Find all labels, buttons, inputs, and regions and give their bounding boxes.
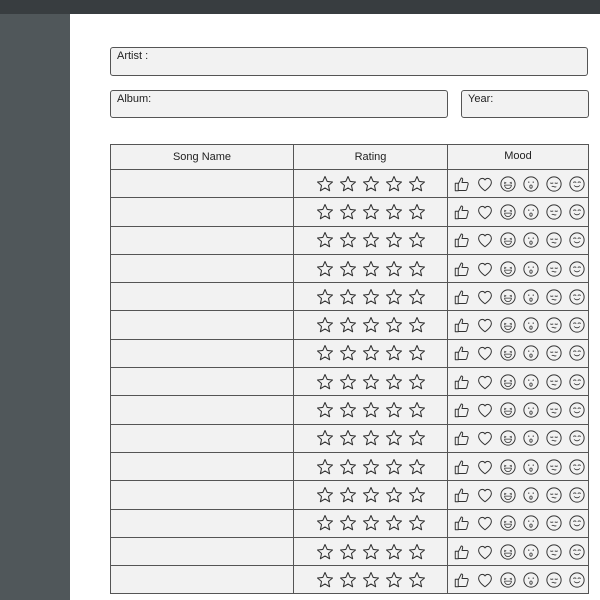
surprised-face-icon[interactable] (522, 571, 540, 589)
star-icon[interactable] (385, 288, 403, 306)
star-icon[interactable] (385, 514, 403, 532)
table-row (111, 425, 588, 453)
laughing-face-icon[interactable] (499, 203, 517, 221)
song-name-header: Song Name (111, 145, 294, 169)
surprised-face-icon[interactable] (522, 543, 540, 561)
table-row (111, 170, 588, 198)
star-icon[interactable] (362, 571, 380, 589)
star-icon[interactable] (316, 344, 334, 362)
star-icon[interactable] (362, 231, 380, 249)
sleepy-face-icon[interactable] (545, 344, 563, 362)
thumbs-up-icon[interactable] (453, 260, 471, 278)
star-icon[interactable] (385, 543, 403, 561)
table-row (111, 510, 588, 538)
smiling-face-icon[interactable] (568, 203, 586, 221)
heart-icon[interactable] (476, 514, 494, 532)
sleepy-face-icon[interactable] (545, 260, 563, 278)
laughing-face-icon[interactable] (499, 401, 517, 419)
table-row (111, 198, 588, 226)
laughing-face-icon[interactable] (499, 571, 517, 589)
song-name-cell[interactable] (111, 170, 294, 197)
rating-cell (294, 283, 448, 310)
smiling-face-icon[interactable] (568, 231, 586, 249)
music-review-sheet (70, 14, 600, 600)
star-icon[interactable] (408, 175, 426, 193)
star-icon[interactable] (408, 344, 426, 362)
star-icon[interactable] (385, 175, 403, 193)
star-icon[interactable] (362, 458, 380, 476)
star-icon[interactable] (316, 175, 334, 193)
smiling-face-icon[interactable] (568, 429, 586, 447)
song-name-cell[interactable] (111, 311, 294, 338)
star-icon[interactable] (362, 514, 380, 532)
star-icon[interactable] (362, 175, 380, 193)
laughing-face-icon[interactable] (499, 344, 517, 362)
star-icon[interactable] (362, 260, 380, 278)
laughing-face-icon[interactable] (499, 429, 517, 447)
song-name-cell[interactable] (111, 283, 294, 310)
song-name-cell[interactable] (111, 425, 294, 452)
rating-cell (294, 481, 448, 508)
table-row (111, 368, 588, 396)
star-icon[interactable] (339, 175, 357, 193)
laughing-face-icon[interactable] (499, 288, 517, 306)
star-icon[interactable] (316, 231, 334, 249)
star-icon[interactable] (408, 571, 426, 589)
rating-header: Rating (294, 145, 448, 169)
star-icon[interactable] (362, 543, 380, 561)
rating-cell (294, 227, 448, 254)
star-icon[interactable] (408, 373, 426, 391)
rating-cell (294, 198, 448, 225)
sleepy-face-icon[interactable] (545, 429, 563, 447)
star-icon[interactable] (316, 571, 334, 589)
surprised-face-icon[interactable] (522, 203, 540, 221)
thumbs-up-icon[interactable] (453, 571, 471, 589)
thumbs-up-icon[interactable] (453, 316, 471, 334)
laughing-face-icon[interactable] (499, 458, 517, 476)
star-icon[interactable] (339, 543, 357, 561)
surprised-face-icon[interactable] (522, 486, 540, 504)
surprised-face-icon[interactable] (522, 344, 540, 362)
thumbs-up-icon[interactable] (453, 175, 471, 193)
star-icon[interactable] (339, 571, 357, 589)
star-icon[interactable] (339, 514, 357, 532)
mood-cell (448, 453, 588, 480)
table-row (111, 538, 588, 566)
song-name-cell[interactable] (111, 198, 294, 225)
star-icon[interactable] (362, 429, 380, 447)
table-row (111, 453, 588, 481)
rating-cell (294, 453, 448, 480)
song-name-cell[interactable] (111, 510, 294, 537)
song-name-cell[interactable] (111, 453, 294, 480)
sleepy-face-icon[interactable] (545, 288, 563, 306)
mood-cell (448, 283, 588, 310)
star-icon[interactable] (339, 260, 357, 278)
laughing-face-icon[interactable] (499, 373, 517, 391)
song-name-cell[interactable] (111, 481, 294, 508)
star-icon[interactable] (408, 260, 426, 278)
table-row (111, 227, 588, 255)
smiling-face-icon[interactable] (568, 260, 586, 278)
artist-field[interactable] (110, 47, 588, 76)
star-icon[interactable] (385, 344, 403, 362)
star-icon[interactable] (316, 429, 334, 447)
sleepy-face-icon[interactable] (545, 458, 563, 476)
star-icon[interactable] (316, 458, 334, 476)
star-icon[interactable] (385, 401, 403, 419)
song-rating-table (110, 144, 589, 594)
smiling-face-icon[interactable] (568, 458, 586, 476)
mood-cell (448, 198, 588, 225)
surprised-face-icon[interactable] (522, 458, 540, 476)
table-row (111, 283, 588, 311)
rating-cell (294, 170, 448, 197)
smiling-face-icon[interactable] (568, 543, 586, 561)
surprised-face-icon[interactable] (522, 373, 540, 391)
table-row (111, 255, 588, 283)
table-row (111, 311, 588, 339)
star-icon[interactable] (408, 429, 426, 447)
sleepy-face-icon[interactable] (545, 571, 563, 589)
star-icon[interactable] (316, 260, 334, 278)
smiling-face-icon[interactable] (568, 486, 586, 504)
star-icon[interactable] (316, 486, 334, 504)
smiling-face-icon[interactable] (568, 288, 586, 306)
thumbs-up-icon[interactable] (453, 288, 471, 306)
star-icon[interactable] (339, 344, 357, 362)
star-icon[interactable] (385, 260, 403, 278)
table-row (111, 340, 588, 368)
heart-icon[interactable] (476, 543, 494, 561)
sleepy-face-icon[interactable] (545, 543, 563, 561)
surprised-face-icon[interactable] (522, 175, 540, 193)
surprised-face-icon[interactable] (522, 316, 540, 334)
thumbs-up-icon[interactable] (453, 486, 471, 504)
smiling-face-icon[interactable] (568, 514, 586, 532)
laughing-face-icon[interactable] (499, 231, 517, 249)
star-icon[interactable] (385, 203, 403, 221)
mood-cell (448, 340, 588, 367)
surprised-face-icon[interactable] (522, 288, 540, 306)
star-icon[interactable] (362, 401, 380, 419)
sleepy-face-icon[interactable] (545, 486, 563, 504)
year-field[interactable] (461, 90, 589, 118)
mood-cell (448, 368, 588, 395)
rating-cell (294, 566, 448, 593)
thumbs-up-icon[interactable] (453, 401, 471, 419)
star-icon[interactable] (339, 458, 357, 476)
thumbs-up-icon[interactable] (453, 203, 471, 221)
smiling-face-icon[interactable] (568, 175, 586, 193)
star-icon[interactable] (408, 514, 426, 532)
rating-cell (294, 425, 448, 452)
star-icon[interactable] (339, 203, 357, 221)
artist-label: Artist : (117, 50, 149, 62)
song-name-cell[interactable] (111, 340, 294, 367)
sleepy-face-icon[interactable] (545, 203, 563, 221)
star-icon[interactable] (362, 203, 380, 221)
mood-cell (448, 170, 588, 197)
laughing-face-icon[interactable] (499, 514, 517, 532)
table-row (111, 566, 588, 594)
star-icon[interactable] (408, 231, 426, 249)
star-icon[interactable] (385, 231, 403, 249)
album-field[interactable] (110, 90, 448, 118)
star-icon[interactable] (408, 543, 426, 561)
smiling-face-icon[interactable] (568, 401, 586, 419)
sleepy-face-icon[interactable] (545, 373, 563, 391)
sleepy-face-icon[interactable] (545, 316, 563, 334)
star-icon[interactable] (385, 316, 403, 334)
year-label: Year: (468, 93, 494, 105)
star-icon[interactable] (362, 373, 380, 391)
star-icon[interactable] (362, 344, 380, 362)
smiling-face-icon[interactable] (568, 316, 586, 334)
star-icon[interactable] (339, 486, 357, 504)
star-icon[interactable] (316, 288, 334, 306)
star-icon[interactable] (385, 373, 403, 391)
star-icon[interactable] (385, 429, 403, 447)
rating-cell (294, 368, 448, 395)
star-icon[interactable] (408, 203, 426, 221)
heart-icon[interactable] (476, 571, 494, 589)
star-icon[interactable] (316, 543, 334, 561)
star-icon[interactable] (408, 316, 426, 334)
laughing-face-icon[interactable] (499, 175, 517, 193)
laughing-face-icon[interactable] (499, 260, 517, 278)
heart-icon[interactable] (476, 231, 494, 249)
song-name-cell[interactable] (111, 566, 294, 593)
star-icon[interactable] (385, 486, 403, 504)
star-icon[interactable] (316, 373, 334, 391)
star-icon[interactable] (408, 486, 426, 504)
mood-cell (448, 425, 588, 452)
mood-cell (448, 396, 588, 423)
laughing-face-icon[interactable] (499, 543, 517, 561)
sleepy-face-icon[interactable] (545, 175, 563, 193)
heart-icon[interactable] (476, 288, 494, 306)
sleepy-face-icon[interactable] (545, 231, 563, 249)
smiling-face-icon[interactable] (568, 344, 586, 362)
surprised-face-icon[interactable] (522, 429, 540, 447)
star-icon[interactable] (362, 316, 380, 334)
mood-cell (448, 510, 588, 537)
star-icon[interactable] (362, 288, 380, 306)
mood-cell (448, 227, 588, 254)
surprised-face-icon[interactable] (522, 231, 540, 249)
heart-icon[interactable] (476, 203, 494, 221)
star-icon[interactable] (339, 401, 357, 419)
star-icon[interactable] (339, 231, 357, 249)
mood-cell (448, 255, 588, 282)
star-icon[interactable] (385, 458, 403, 476)
rating-cell (294, 340, 448, 367)
thumbs-up-icon[interactable] (453, 231, 471, 249)
thumbs-up-icon[interactable] (453, 344, 471, 362)
thumbs-up-icon[interactable] (453, 458, 471, 476)
rating-cell (294, 538, 448, 565)
star-icon[interactable] (316, 514, 334, 532)
star-icon[interactable] (408, 458, 426, 476)
table-row (111, 396, 588, 424)
heart-icon[interactable] (476, 316, 494, 334)
song-name-cell[interactable] (111, 396, 294, 423)
surprised-face-icon[interactable] (522, 401, 540, 419)
rating-cell (294, 510, 448, 537)
star-icon[interactable] (362, 486, 380, 504)
song-name-cell[interactable] (111, 368, 294, 395)
heart-icon[interactable] (476, 175, 494, 193)
star-icon[interactable] (339, 429, 357, 447)
table-body (111, 170, 588, 594)
star-icon[interactable] (408, 288, 426, 306)
mood-cell (448, 538, 588, 565)
smiling-face-icon[interactable] (568, 571, 586, 589)
heart-icon[interactable] (476, 373, 494, 391)
heart-icon[interactable] (476, 260, 494, 278)
star-icon[interactable] (316, 203, 334, 221)
song-name-cell[interactable] (111, 227, 294, 254)
laughing-face-icon[interactable] (499, 316, 517, 334)
rating-cell (294, 255, 448, 282)
table-row (111, 481, 588, 509)
mood-cell (448, 481, 588, 508)
sleepy-face-icon[interactable] (545, 401, 563, 419)
song-name-cell[interactable] (111, 255, 294, 282)
star-icon[interactable] (339, 316, 357, 334)
star-icon[interactable] (316, 401, 334, 419)
mood-cell (448, 311, 588, 338)
song-name-cell[interactable] (111, 538, 294, 565)
star-icon[interactable] (385, 571, 403, 589)
heart-icon[interactable] (476, 401, 494, 419)
heart-icon[interactable] (476, 344, 494, 362)
thumbs-up-icon[interactable] (453, 543, 471, 561)
surprised-face-icon[interactable] (522, 260, 540, 278)
album-label: Album: (117, 93, 152, 105)
sleepy-face-icon[interactable] (545, 514, 563, 532)
heart-icon[interactable] (476, 429, 494, 447)
top-bar (0, 0, 600, 14)
table-header (111, 145, 588, 170)
thumbs-up-icon[interactable] (453, 514, 471, 532)
laughing-face-icon[interactable] (499, 486, 517, 504)
smiling-face-icon[interactable] (568, 373, 586, 391)
thumbs-up-icon[interactable] (453, 429, 471, 447)
heart-icon[interactable] (476, 458, 494, 476)
heart-icon[interactable] (476, 486, 494, 504)
rating-cell (294, 396, 448, 423)
surprised-face-icon[interactable] (522, 514, 540, 532)
rating-cell (294, 311, 448, 338)
star-icon[interactable] (316, 316, 334, 334)
star-icon[interactable] (339, 373, 357, 391)
star-icon[interactable] (339, 288, 357, 306)
star-icon[interactable] (408, 401, 426, 419)
thumbs-up-icon[interactable] (453, 373, 471, 391)
mood-header: Mood (504, 150, 532, 162)
mood-cell (448, 566, 588, 593)
